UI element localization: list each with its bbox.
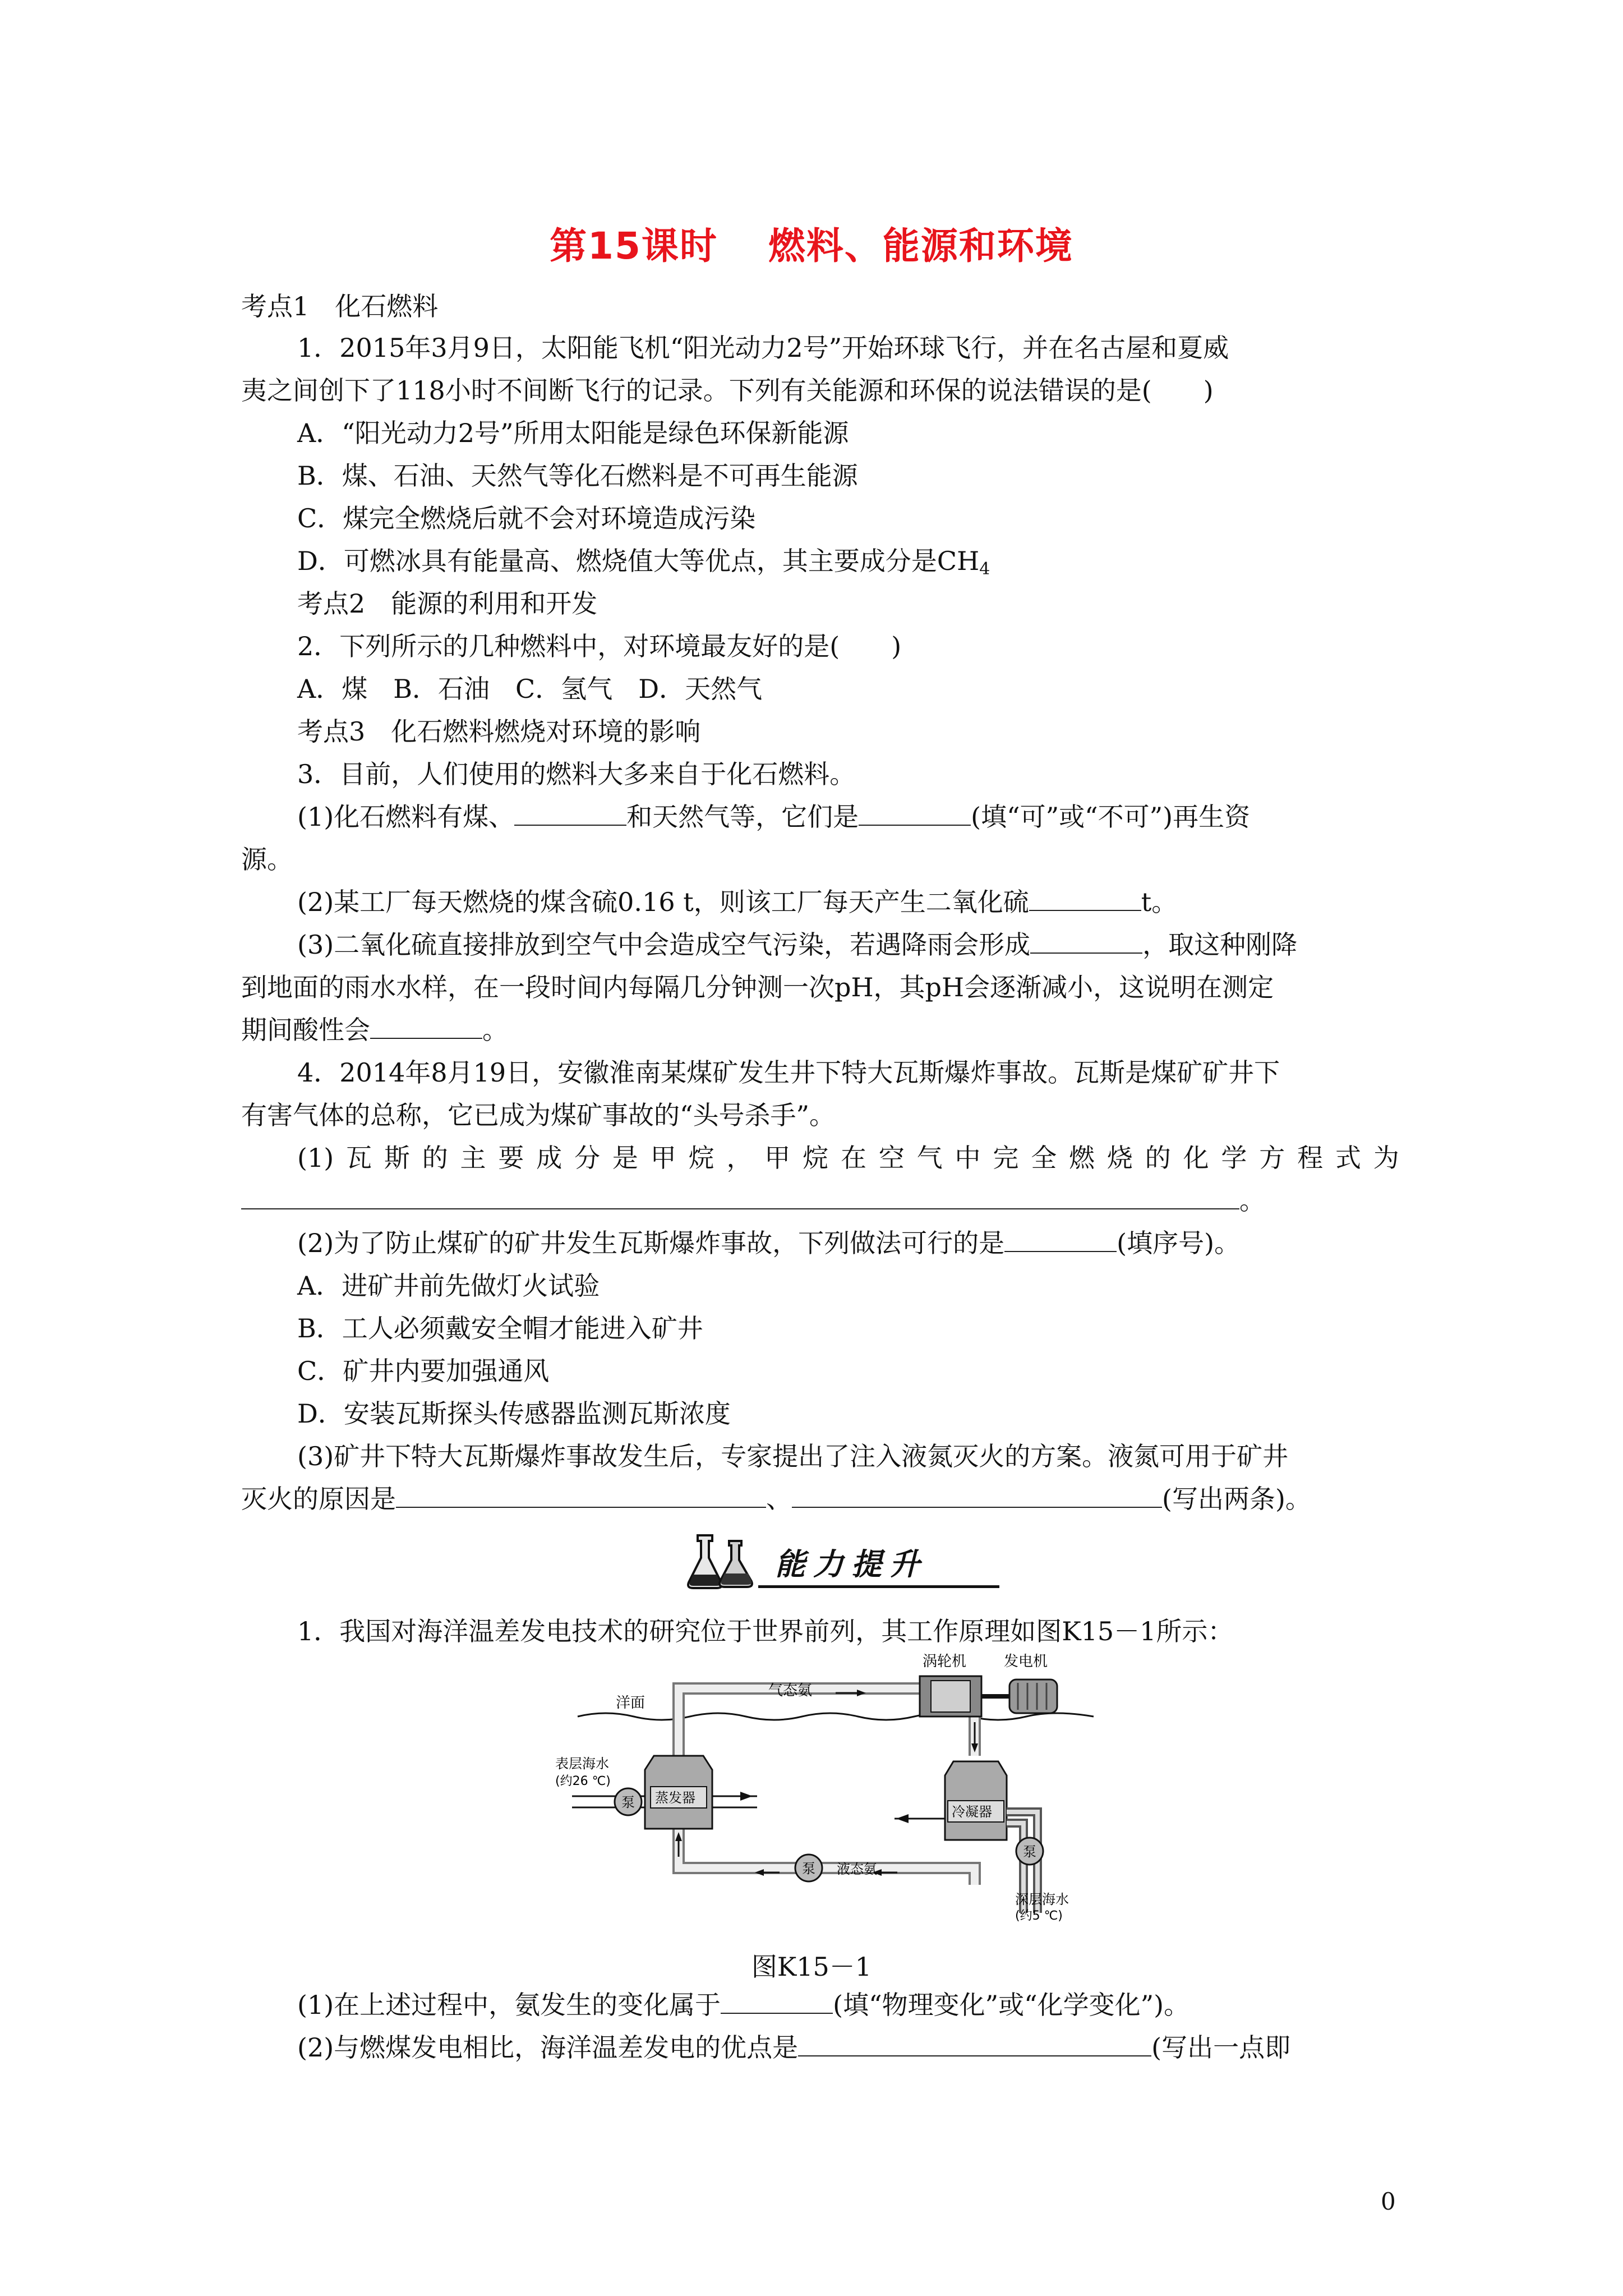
deep-temp-label: (约5 ℃) [1015,1909,1063,1923]
sea-surface-label: 洋面 [616,1695,645,1711]
q4-part1-line2: 。 [241,1184,1265,1217]
q1-option-a: A．“阳光动力2号”所用太阳能是绿色环保新能源 [297,418,849,448]
q3-part3-line3: 期间酸性会 。 [241,1015,508,1045]
banner-title: 能力提升 [775,1547,928,1582]
ocean-thermal-diagram [555,1649,1099,1924]
q4-part3-line1: (3)矿井下特大瓦斯爆炸事故发生后，专家提出了注入液氮灭火的方案。液氮可用于矿井 [297,1441,1289,1471]
q3-part2: (2)某工厂每天燃烧的煤含硫0.16 t，则该工厂每天产生二氧化硫 t。 [297,887,1178,917]
q3-part1-line1: (1)化石燃料有煤、 和天然气等，它们是 (填“可”或“不可”)再生资 [297,802,1251,832]
ex1-stem: 1．我国对海洋温差发电技术的研究位于世界前列，其工作原理如图K15－1所示： [297,1616,1234,1646]
condenser-label: 冷凝器 [952,1804,992,1820]
q2-options: A．煤 B．石油 C．氢气 D．天然气 [297,674,763,704]
q1-option-b: B．煤、石油、天然气等化石燃料是不可再生能源 [297,461,858,491]
section-heading-3: 考点3 化石燃料燃烧对环境的影响 [297,716,701,747]
deep-water-label: 深层海水 [1015,1892,1069,1907]
page-title [0,216,1623,269]
turbine-label: 涡轮机 [923,1653,967,1670]
surface-temp-label: (约26 ℃) [555,1774,611,1788]
gas-pipe [679,1688,925,1784]
banner-rule [758,1585,999,1588]
ex1-part2: (2)与燃煤发电相比，海洋温差发电的优点是 (写出一点即 [297,2032,1291,2063]
q4-option-d: D．安装瓦斯探头传感器监测瓦斯浓度 [297,1398,731,1429]
evaporator-label: 蒸发器 [655,1790,695,1806]
surface-water-label: 表层海水 [555,1756,609,1772]
q1-option-d: D．可燃冰具有能量高、燃烧值大等优点，其主要成分是$CH_4$ [297,546,990,579]
q4-stem-line1: 4．2014年8月19日，安徽淮南某煤矿发生井下特大瓦斯爆炸事故。瓦斯是煤矿矿井下 [297,1057,1280,1088]
q1-stem-line2: 夷之间创下了118小时不间断飞行的记录。下列有关能源和环保的说法错误的是( ) [241,375,1214,406]
deep-pump-label: 泵 [1023,1844,1036,1860]
page-number: 0 [1381,2188,1396,2215]
q4-option-c: C．矿井内要加强通风 [297,1356,550,1386]
gas-ammonia-label: 气态氨 [768,1682,813,1699]
section-heading-2: 考点2 能源的利用和开发 [297,588,598,619]
surface-pump-label: 泵 [621,1795,635,1810]
generator-box [1009,1680,1057,1713]
generator-label: 发电机 [1004,1653,1048,1670]
q4-part3-line2: 灭火的原因是 、 (写出两条)。 [241,1484,1311,1514]
liquid-ammonia-label: 液态氨 [837,1861,877,1877]
q4-option-a: A．进矿井前先做灯火试验 [297,1271,600,1301]
section-banner [685,1528,999,1601]
q3-part3-line2: 到地面的雨水水样，在一段时间内每隔几分钟测一次pH，其pH会逐渐减小，这说明在测定 [241,972,1274,1002]
ex1-part1: (1)在上述过程中，氨发生的变化属于 (填“物理变化”或“化学变化”)。 [297,1990,1190,2020]
liquid-pipe [679,1829,975,1885]
q4-part1-line1: (1) 瓦 斯 的 主 要 成 分 是 甲 烷 ， 甲 烷 在 空 气 中 完 全 燃 烧 的 化 学 方 程 式 为 [297,1143,1399,1173]
lab-flask-icon [685,1531,769,1593]
sea-surface-wave [578,1713,1094,1720]
q3-stem: 3．目前，人们使用的燃料大多来自于化石燃料。 [297,759,856,789]
q3-part1-line2: 源。 [241,844,293,875]
ammonia-pump-label: 泵 [802,1861,815,1876]
section-heading-1: 考点1 化石燃料 [241,291,439,321]
lesson-topic: 燃料、能源和环境 [768,224,1073,268]
figure-caption: 图K15－1 [751,1952,872,1982]
q1-stem-line1: 1．2015年3月9日，太阳能飞机“阳光动力2号”开始环球飞行，并在名古屋和夏威 [297,333,1229,363]
lesson-number: 第15课时 [550,224,718,268]
q4-option-b: B．工人必须戴安全帽才能进入矿井 [297,1313,703,1343]
q4-part2: (2)为了防止煤矿的矿井发生瓦斯爆炸事故，下列做法可行的是 (填序号)。 [297,1228,1241,1258]
q2-stem: 2．下列所示的几种燃料中，对环境最友好的是( ) [297,631,902,661]
q3-part3-line1: (3)二氧化硫直接排放到空气中会造成空气污染，若遇降雨会形成 ，取这种刚降 [297,930,1298,960]
q4-stem-line2: 有害气体的总称，它已成为煤矿事故的“头号杀手”。 [241,1100,836,1130]
q1-option-c: C．煤完全燃烧后就不会对环境造成污染 [297,503,756,533]
